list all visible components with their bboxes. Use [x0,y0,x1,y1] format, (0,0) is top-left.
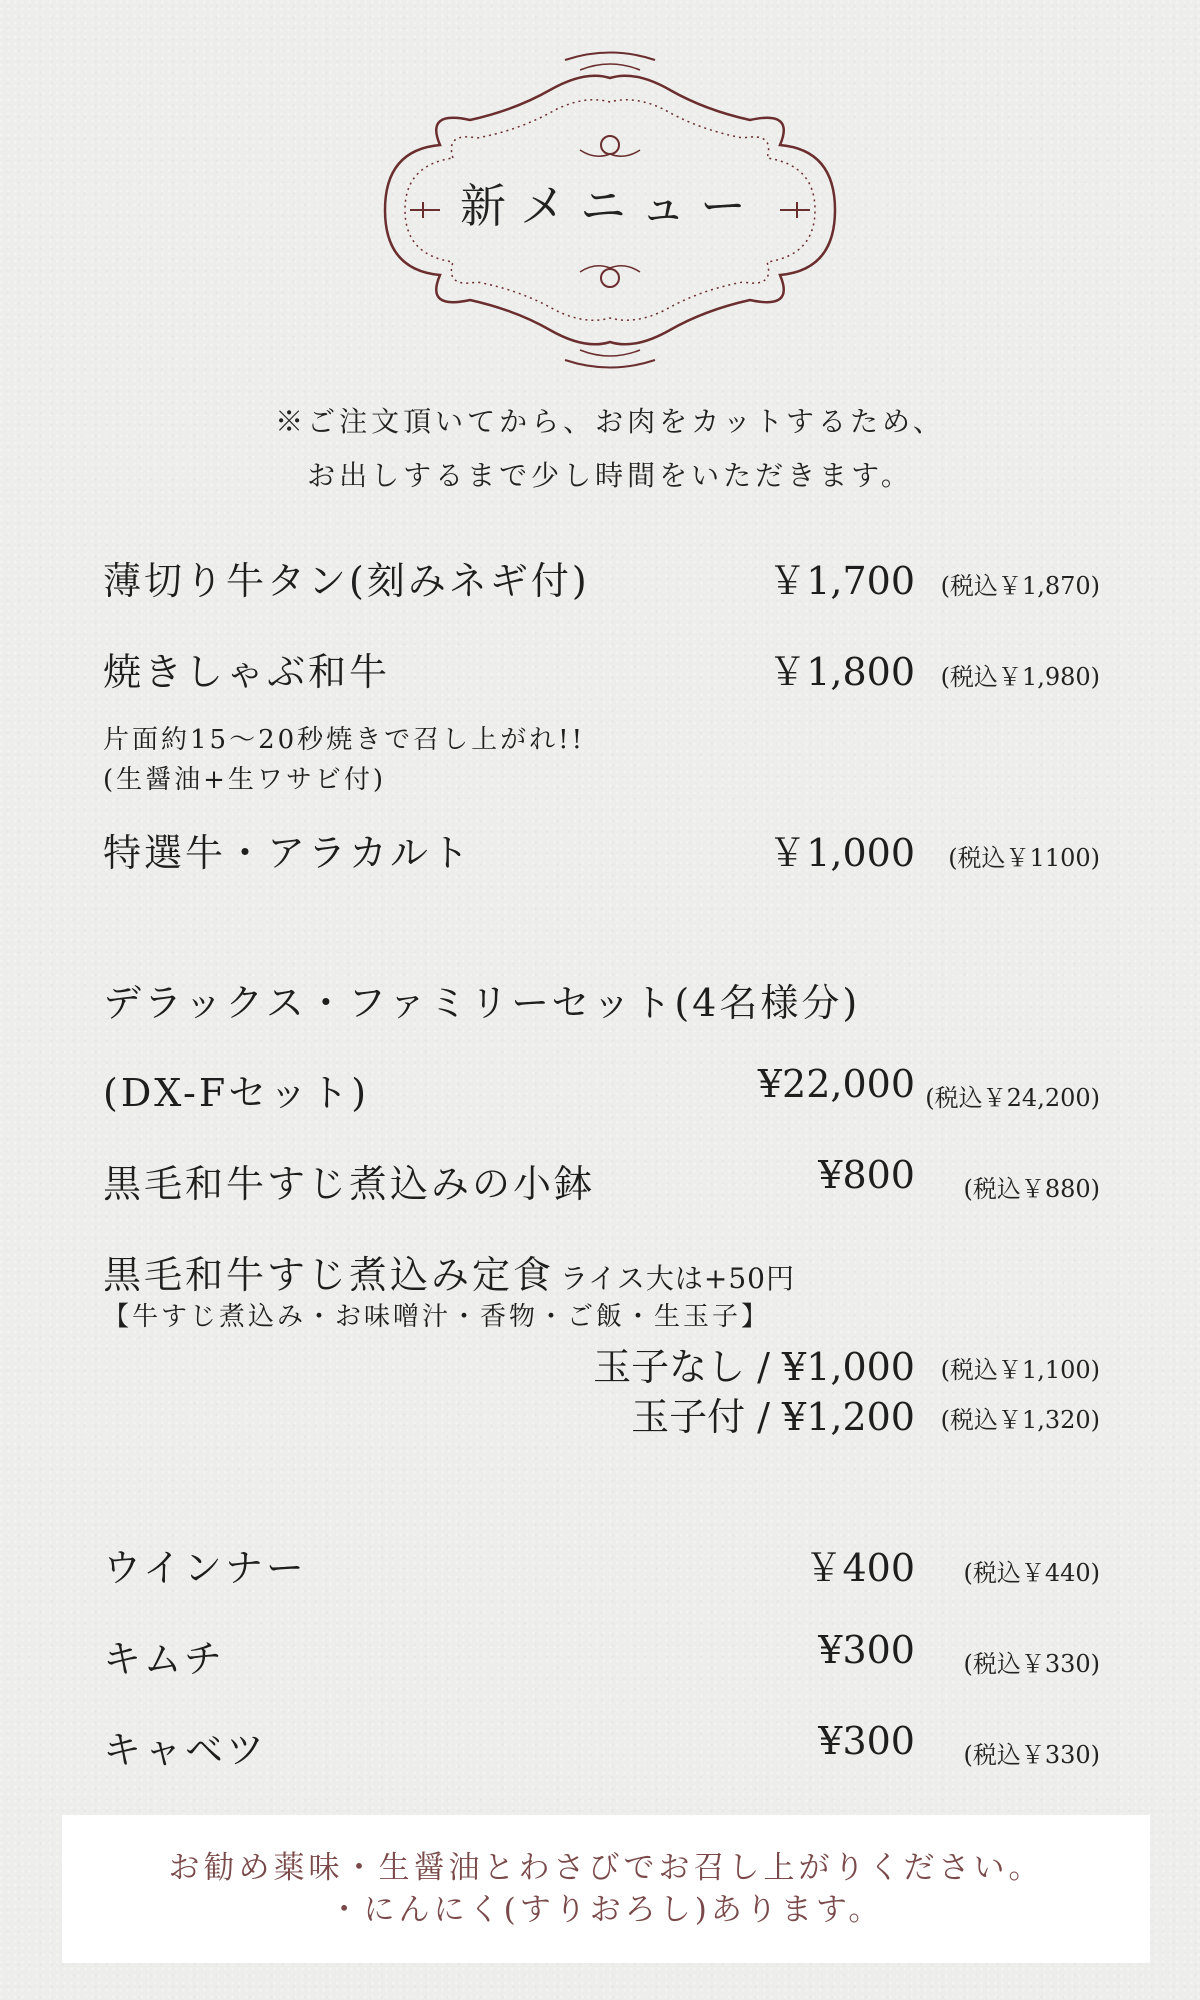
item-tax-price: (税込￥880) [963,1175,1100,1203]
item-tax-price: (税込￥1,870) [940,572,1100,600]
item-name: デラックス・ファミリーセット(4名様分) [103,981,861,1025]
item-option-price: 玉子なし / ¥1,000 [593,1345,915,1389]
condiment-note-line-2: ・にんにく(すりおろし)あります。 [328,1892,884,1928]
item-name: 特選牛・アラカルト [103,831,473,875]
item-tax-price: (税込￥1,320) [940,1406,1100,1434]
condiment-note-box [62,1815,1150,1963]
item-name: 黒毛和牛すじ煮込み定食 [103,1253,555,1297]
item-tax-price: (税込￥1,100) [940,1356,1100,1384]
item-price: ￥1,800 [768,650,915,694]
item-description: (生醤油+生ワサビ付) [103,765,387,795]
item-tax-price: (税込￥330) [963,1741,1100,1769]
item-tax-price: (税込￥24,200) [925,1084,1100,1112]
item-price: ￥1,700 [768,559,915,603]
item-name: 黒毛和牛すじ煮込みの小鉢 [103,1162,596,1206]
item-description: 【牛すじ煮込み・お味噌汁・香物・ご飯・生玉子】 [103,1302,771,1332]
item-name: (DX-Fセット) [103,1071,370,1115]
item-price: ¥22,000 [757,1062,915,1106]
item-price: ￥1,000 [768,831,915,875]
item-name: キャベツ [103,1728,268,1772]
condiment-note-line-1: お勧め薬味・生醤油とわさびでお召し上がりください。 [168,1850,1044,1886]
item-price: ¥300 [818,1719,915,1763]
item-tax-price: (税込￥330) [963,1650,1100,1678]
item-tax-price: (税込￥1,980) [940,663,1100,691]
item-price: ¥800 [818,1153,915,1197]
item-name: ウインナー [103,1546,307,1590]
item-option-price: 玉子付 / ¥1,200 [631,1395,915,1439]
item-name: 薄切り牛タン(刻みネギ付) [103,559,590,603]
order-note-line-2: お出しするまで少し時間をいただきます。 [307,459,913,492]
page-title: 新メニュー [460,179,760,233]
item-tax-price: (税込￥440) [963,1559,1100,1587]
order-note-line-1: ※ご注文頂いてから、お肉をカットするため、 [275,405,945,438]
item-tax-price: (税込￥1100) [948,844,1100,872]
item-description: 片面約15〜20秒焼きで召し上がれ!! [103,725,586,755]
item-name: 焼きしゃぶ和牛 [103,650,391,694]
item-note: ライス大は+50円 [560,1262,795,1295]
order-note [120,395,1100,503]
item-name-with-note [103,1244,795,1299]
item-name: キムチ [103,1637,225,1681]
item-price: ¥300 [818,1628,915,1672]
item-price: ￥400 [804,1546,915,1590]
